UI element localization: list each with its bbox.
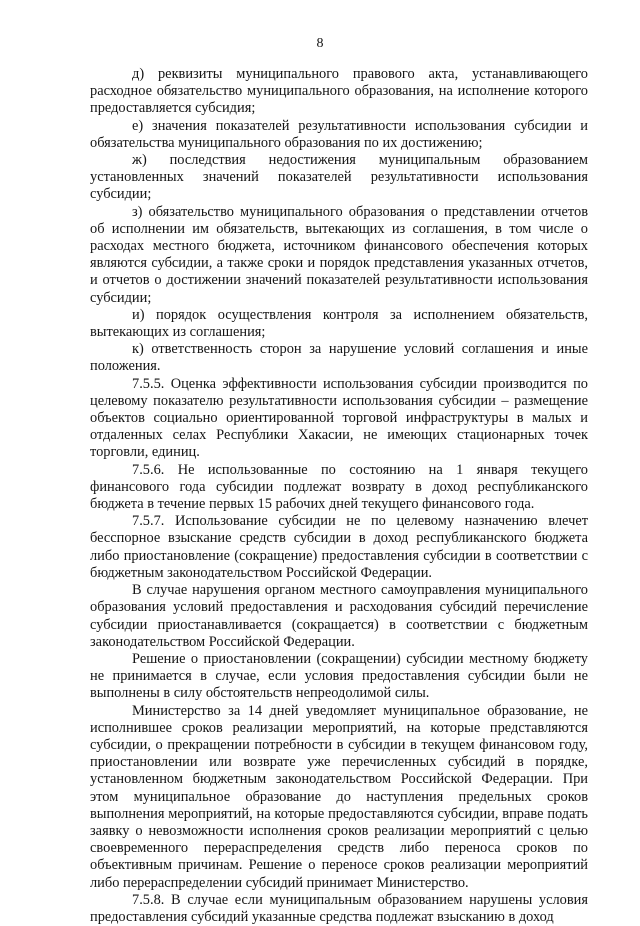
paragraph-7-5-5: 7.5.5. Оценка эффективности использования субсидии производится по целевому показателю результативности использования субсидии – размещение объектов социально ориентированной торговой инфраструктуры в малых и отдаленных селах Республики Хакасии, не имеющих стационарных точек торговли, единиц. xyxy=(90,375,588,461)
paragraph-zh-consequences: ж) последствия недостижения муниципальным образованием установленных значений показателей результативности использования субсидии; xyxy=(90,152,588,203)
paragraph-7-5-7: 7.5.7. Использование субсидии не по целевому назначению влечет бесспорное взыскание средств субсидии в доход республиканского бюджета либо приостановление (сокращение) предоставления субсидии в соответствии с бюджетным законодательством Российской Федерации. xyxy=(90,513,588,581)
paragraph-z-reporting-obligation: з) обязательство муниципального образования о представлении отчетов об исполнении им обязательств, вытекающих из соглашения, в том числе о расходах местного бюджета, источником финансового обеспечения которых являются субсидии, а также сроки и порядок представления указанных отчетов, и отчетов о достижении значений показателей результативности использования субсидии; xyxy=(90,203,588,306)
paragraph-7-5-8: 7.5.8. В случае если муниципальным образованием нарушены условия предоставления субсидий указанные средства подлежат взысканию в доход xyxy=(90,891,588,925)
paragraph-e-performance-indicators: е) значения показателей результативности использования субсидии и обязательства муниципального образования по их достижению; xyxy=(90,117,588,151)
document-body xyxy=(90,66,588,926)
paragraph-ministry-notification: Министерство за 14 дней уведомляет муниципальное образование, не исполнившее сроков реализации мероприятий, на которые представляются субсидии, о прекращении потребности в субсидии в текущем финансовом году, приостановлении или возврате уже перечисленных субсидий в порядке, установленном бюджетным законодательством Российской Федерации. При этом муниципальное образование до наступления предельных сроков выполнения мероприятий, на которые предоставляются субсидии, вправе подать заявку о невозможности исполнения сроков реализации мероприятий с целью своевременного перераспределения средств либо переноса сроков по объективным причинам. Решение о переносе сроков реализации мероприятий либо перераспределении субсидий принимает Министерство. xyxy=(90,702,588,891)
page-number: 8 xyxy=(316,36,324,51)
paragraph-k-responsibility: к) ответственность сторон за нарушение условий соглашения и иные положения. xyxy=(90,341,588,375)
paragraph-d-legal-act: д) реквизиты муниципального правового акта, устанавливающего расходное обязательство муниципального образования, на исполнение которого предоставляется субсидия; xyxy=(90,66,588,117)
paragraph-i-control-procedure: и) порядок осуществления контроля за исполнением обязательств, вытекающих из соглашения; xyxy=(90,306,588,341)
paragraph-violation-suspension: В случае нарушения органом местного самоуправления муниципального образования условий предоставления и расходования субсидий перечисление субсидии приостанавливается (сокращается) в соответствии с бюджетным законодательством Российской Федерации. xyxy=(90,582,588,650)
paragraph-force-majeure: Решение о приостановлении (сокращении) субсидии местному бюджету не принимается в случае, если условия предоставления субсидии были не выполнены в силу обстоятельств непреодолимой силы. xyxy=(90,650,588,702)
paragraph-7-5-6: 7.5.6. Не использованные по состоянию на 1 января текущего финансового года субсидии подлежат возврату в доход республиканского бюджета в течение первых 15 рабочих дней текущего финансового года. xyxy=(90,461,588,513)
